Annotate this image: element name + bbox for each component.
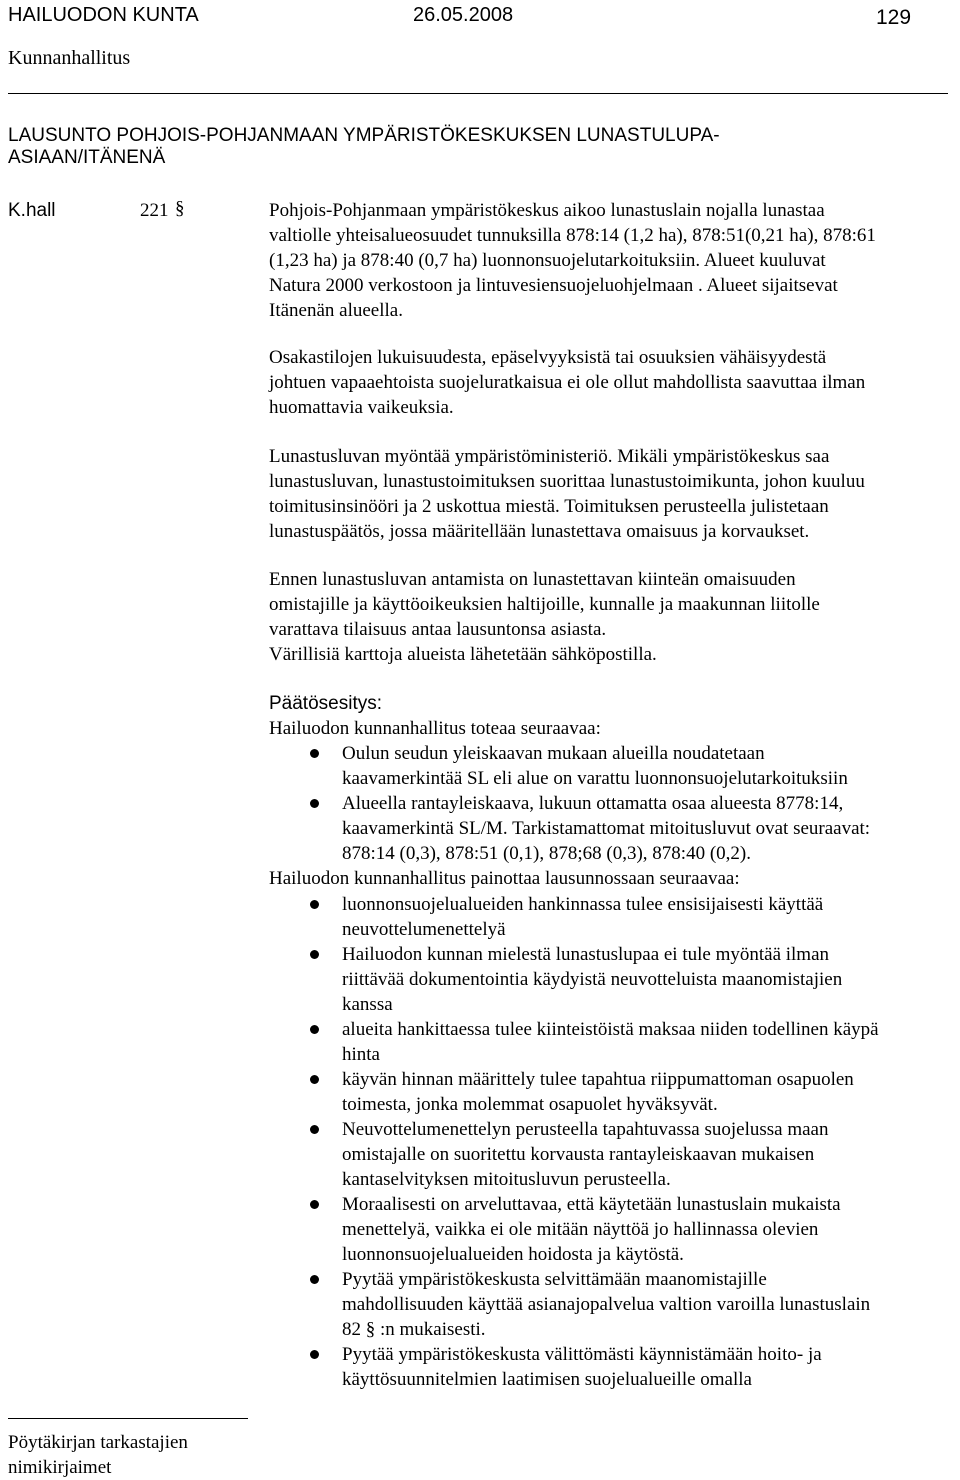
list-item-line: toimesta, jonka molemmat osapuolet hyväksyvät.	[342, 1094, 718, 1115]
p4-line: varattava tilaisuus antaa lausuntonsa asiasta.	[269, 619, 607, 640]
page-number: 129	[876, 6, 912, 29]
p4-line: Ennen lunastusluvan antamista on lunastettavan kiinteän omaisuuden	[269, 569, 796, 590]
p3-line: lunastusluvan, lunastustoimituksen suorittaa lunastustoimikunta, johon kuuluu	[269, 471, 865, 492]
list-item-line: käyttösuunnitelmien laatimisen suojelualueille omalla	[342, 1369, 752, 1390]
list-item-line: Hailuodon kunnan mielestä lunastuslupaa ei tule myöntää ilman	[342, 944, 830, 965]
bullet-icon	[310, 1200, 319, 1209]
list-item-line: riittävää dokumentointia käydyistä neuvotteluista maanomistajien	[342, 969, 843, 990]
list-item-line: mahdollisuuden käyttää asianajopalvelua valtion varoilla lunastuslain	[342, 1294, 871, 1315]
bullet-icon	[310, 1075, 319, 1084]
p1-line: valtiolle yhteisalueosuudet tunnuksilla 878:14 (1,2 ha), 878:51(0,21 ha), 878:61	[269, 225, 876, 246]
list-item-line: luonnonsuojelualueiden hoidosta ja käytöstä.	[342, 1244, 684, 1265]
list-item	[269, 892, 949, 942]
document-title	[8, 125, 720, 169]
municipality-name: HAILUODON KUNTA	[8, 4, 199, 26]
bullet-icon	[310, 950, 319, 959]
document-date: 26.05.2008	[413, 4, 514, 26]
list-item-line: 82 § :n mukaisesti.	[342, 1319, 486, 1340]
bullet-icon	[310, 1025, 319, 1034]
paragraph-2	[269, 345, 949, 420]
p1-line: Itänenän alueella.	[269, 300, 403, 321]
bullet-icon	[310, 1125, 319, 1134]
list-item-line: Neuvottelumenettelyn perusteella tapahtuvassa suojelussa maan	[342, 1119, 829, 1140]
footer-line-2: nimikirjaimet	[8, 1457, 112, 1478]
bullet-icon	[310, 900, 319, 909]
list-item	[269, 1067, 949, 1117]
footer-label	[8, 1430, 188, 1480]
list-item	[269, 1267, 949, 1342]
list-item-line: menettelyä, vaikka ei ole mitään näyttöä jo hallinnassa olevien	[342, 1219, 819, 1240]
list-item	[269, 1017, 949, 1067]
list-item-line: kanssa	[342, 994, 393, 1015]
list-item-line: Pyytää ympäristökeskusta välittömästi käynnistämään hoito- ja	[342, 1344, 822, 1365]
title-line-1: LAUSUNTO POHJOIS-POHJANMAAN YMPÄRISTÖKESKUKSEN LUNASTULUPA-	[8, 125, 720, 146]
p2-line: Osakastilojen lukuisuudesta, epäselvyyksistä tai osuuksien vähäisyydestä	[269, 347, 827, 368]
proposal-list-1	[269, 741, 949, 866]
list-item	[269, 741, 949, 791]
p4-line: omistajille ja käyttöoikeuksien haltijoille, kunnalle ja maakunnan liitolle	[269, 594, 820, 615]
p2-line: johtuen vapaaehtoista suojeluratkaisua ei ole ollut mahdollista saavuttaa ilman	[269, 372, 866, 393]
list-item-line: kantaselvityksen mitoitusluvun perusteella.	[342, 1169, 671, 1190]
paragraph-4	[269, 567, 949, 667]
body-name: Kunnanhallitus	[8, 47, 131, 69]
paragraph-3	[269, 444, 949, 544]
proposal-intro-2: Hailuodon kunnanhallitus painottaa lausunnossaan seuraavaa:	[269, 868, 740, 889]
list-item-line: Oulun seudun yleiskaavan mukaan alueilla noudatetaan	[342, 743, 765, 764]
list-item-line: hinta	[342, 1044, 380, 1065]
item-number: 221	[140, 200, 169, 221]
footer-line-1: Pöytäkirjan tarkastajien	[8, 1432, 188, 1453]
list-item	[269, 1192, 949, 1267]
list-item	[269, 942, 949, 1017]
list-item	[269, 1117, 949, 1192]
proposal-intro-1: Hailuodon kunnanhallitus toteaa seuraavaa:	[269, 718, 601, 739]
proposal-heading: Päätösesitys:	[269, 693, 382, 714]
bullet-icon	[310, 749, 319, 758]
list-item-line: Pyytää ympäristökeskusta selvittämään maanomistajille	[342, 1269, 767, 1290]
p1-line: Natura 2000 verkostoon ja lintuvesiensuojeluohjelmaan . Alueet sijaitsevat	[269, 275, 838, 296]
list-item-line: Moraalisesti on arveluttavaa, että käytetään lunastuslain mukaista	[342, 1194, 841, 1215]
p1-line: (1,23 ha) ja 878:40 (0,7 ha) luonnonsuojelutarkoituksiin. Alueet kuuluvat	[269, 250, 826, 271]
list-item-line: omistajalle on suoritettu korvausta rantayleiskaavan mukaisen	[342, 1144, 815, 1165]
list-item-line: Alueella rantayleiskaava, lukuun ottamatta osaa alueesta 8778:14,	[342, 793, 844, 814]
p2-line: huomattavia vaikeuksia.	[269, 397, 454, 418]
paragraph-1	[269, 198, 949, 323]
p3-line: Lunastusluvan myöntää ympäristöministeriö. Mikäli ympäristökeskus saa	[269, 446, 830, 467]
list-item-line: kaavamerkintää SL eli alue on varattu luonnonsuojelutarkoituksiin	[342, 768, 848, 789]
item-ref: K.hall	[8, 200, 56, 221]
section-sign: §	[175, 198, 185, 219]
bullet-icon	[310, 1350, 319, 1359]
list-item-line: kaavamerkintä SL/M. Tarkistamattomat mitoitusluvut ovat seuraavat:	[342, 818, 871, 839]
footer-rule	[8, 1418, 248, 1419]
bullet-icon	[310, 799, 319, 808]
p3-line: toimitusinsinööri ja 2 uskottua miestä. Toimituksen perusteella julistetaan	[269, 496, 829, 517]
list-item	[269, 791, 949, 866]
proposal-list-2	[269, 892, 949, 1392]
list-item-line: käyvän hinnan määrittely tulee tapahtua riippumattoman osapuolen	[342, 1069, 854, 1090]
list-item-line: neuvottelumenettelyä	[342, 919, 506, 940]
list-item-line: luonnonsuojelualueiden hankinnassa tulee ensisijaisesti käyttää	[342, 894, 824, 915]
title-line-2: ASIAAN/ITÄNENÄ	[8, 147, 166, 168]
bullet-icon	[310, 1275, 319, 1284]
list-item-line: 878:14 (0,3), 878:51 (0,1), 878;68 (0,3), 878:40 (0,2).	[342, 843, 751, 864]
p3-line: lunastuspäätös, jossa määritellään lunastettava omaisuus ja korvaukset.	[269, 521, 810, 542]
list-item	[269, 1342, 949, 1392]
p1-line: Pohjois-Pohjanmaan ympäristökeskus aikoo lunastuslain nojalla lunastaa	[269, 200, 825, 221]
header-rule	[8, 93, 948, 94]
list-item-line: alueita hankittaessa tulee kiinteistöistä maksaa niiden todellinen käypä	[342, 1019, 879, 1040]
p4-line: Värillisiä karttoja alueista lähetetään sähköpostilla.	[269, 644, 657, 665]
